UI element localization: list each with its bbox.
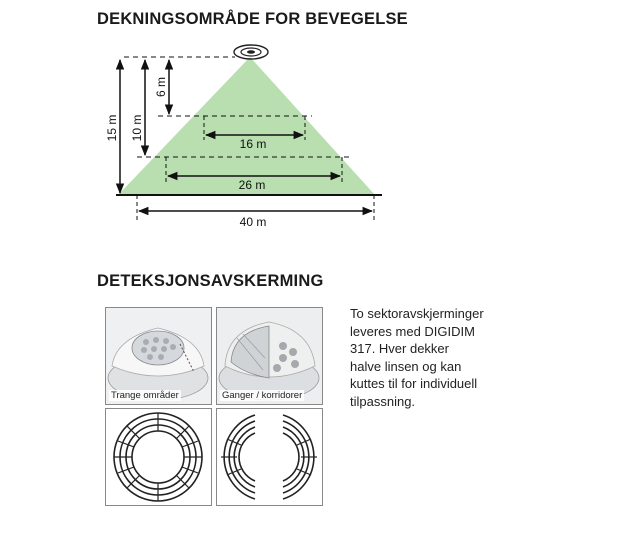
height-label-6: 6 m [154, 76, 168, 98]
width-label-40: 40 m [239, 215, 267, 229]
detection-shield-heading: DETEKSJONSAVSKERMING [97, 272, 324, 290]
photo-narrow-areas [105, 307, 212, 405]
height-label-15: 15 m [105, 114, 119, 142]
coverage-heading: DEKNINGSOMRÅDE FOR BEVEGELSE [97, 10, 408, 28]
width-label-26: 26 m [238, 178, 266, 192]
description-line: 317. Hver dekker [350, 341, 449, 356]
description-line: tilpassning. [350, 393, 416, 409]
caption-corridors: Ganger / korridorer [222, 390, 303, 401]
description-line: leveres med DIGIDIM [350, 323, 475, 339]
shield-pattern-image [217, 409, 322, 505]
shield-description [350, 305, 550, 410]
sensor-icon [234, 45, 268, 59]
height-label-10: 10 m [130, 114, 144, 142]
caption-narrow-areas: Trange områder [111, 390, 179, 401]
description-line: kuttes til for individuell [350, 376, 478, 391]
photo-full-shield-pattern [105, 408, 212, 506]
description-line: To sektoravskjerminger [350, 306, 484, 321]
photo-corridors [216, 307, 323, 405]
photo-split-shield-pattern [216, 408, 323, 506]
description-line: halve linsen og kan [350, 358, 462, 374]
width-label-16: 16 m [239, 137, 267, 151]
shield-pattern-image [106, 409, 211, 505]
